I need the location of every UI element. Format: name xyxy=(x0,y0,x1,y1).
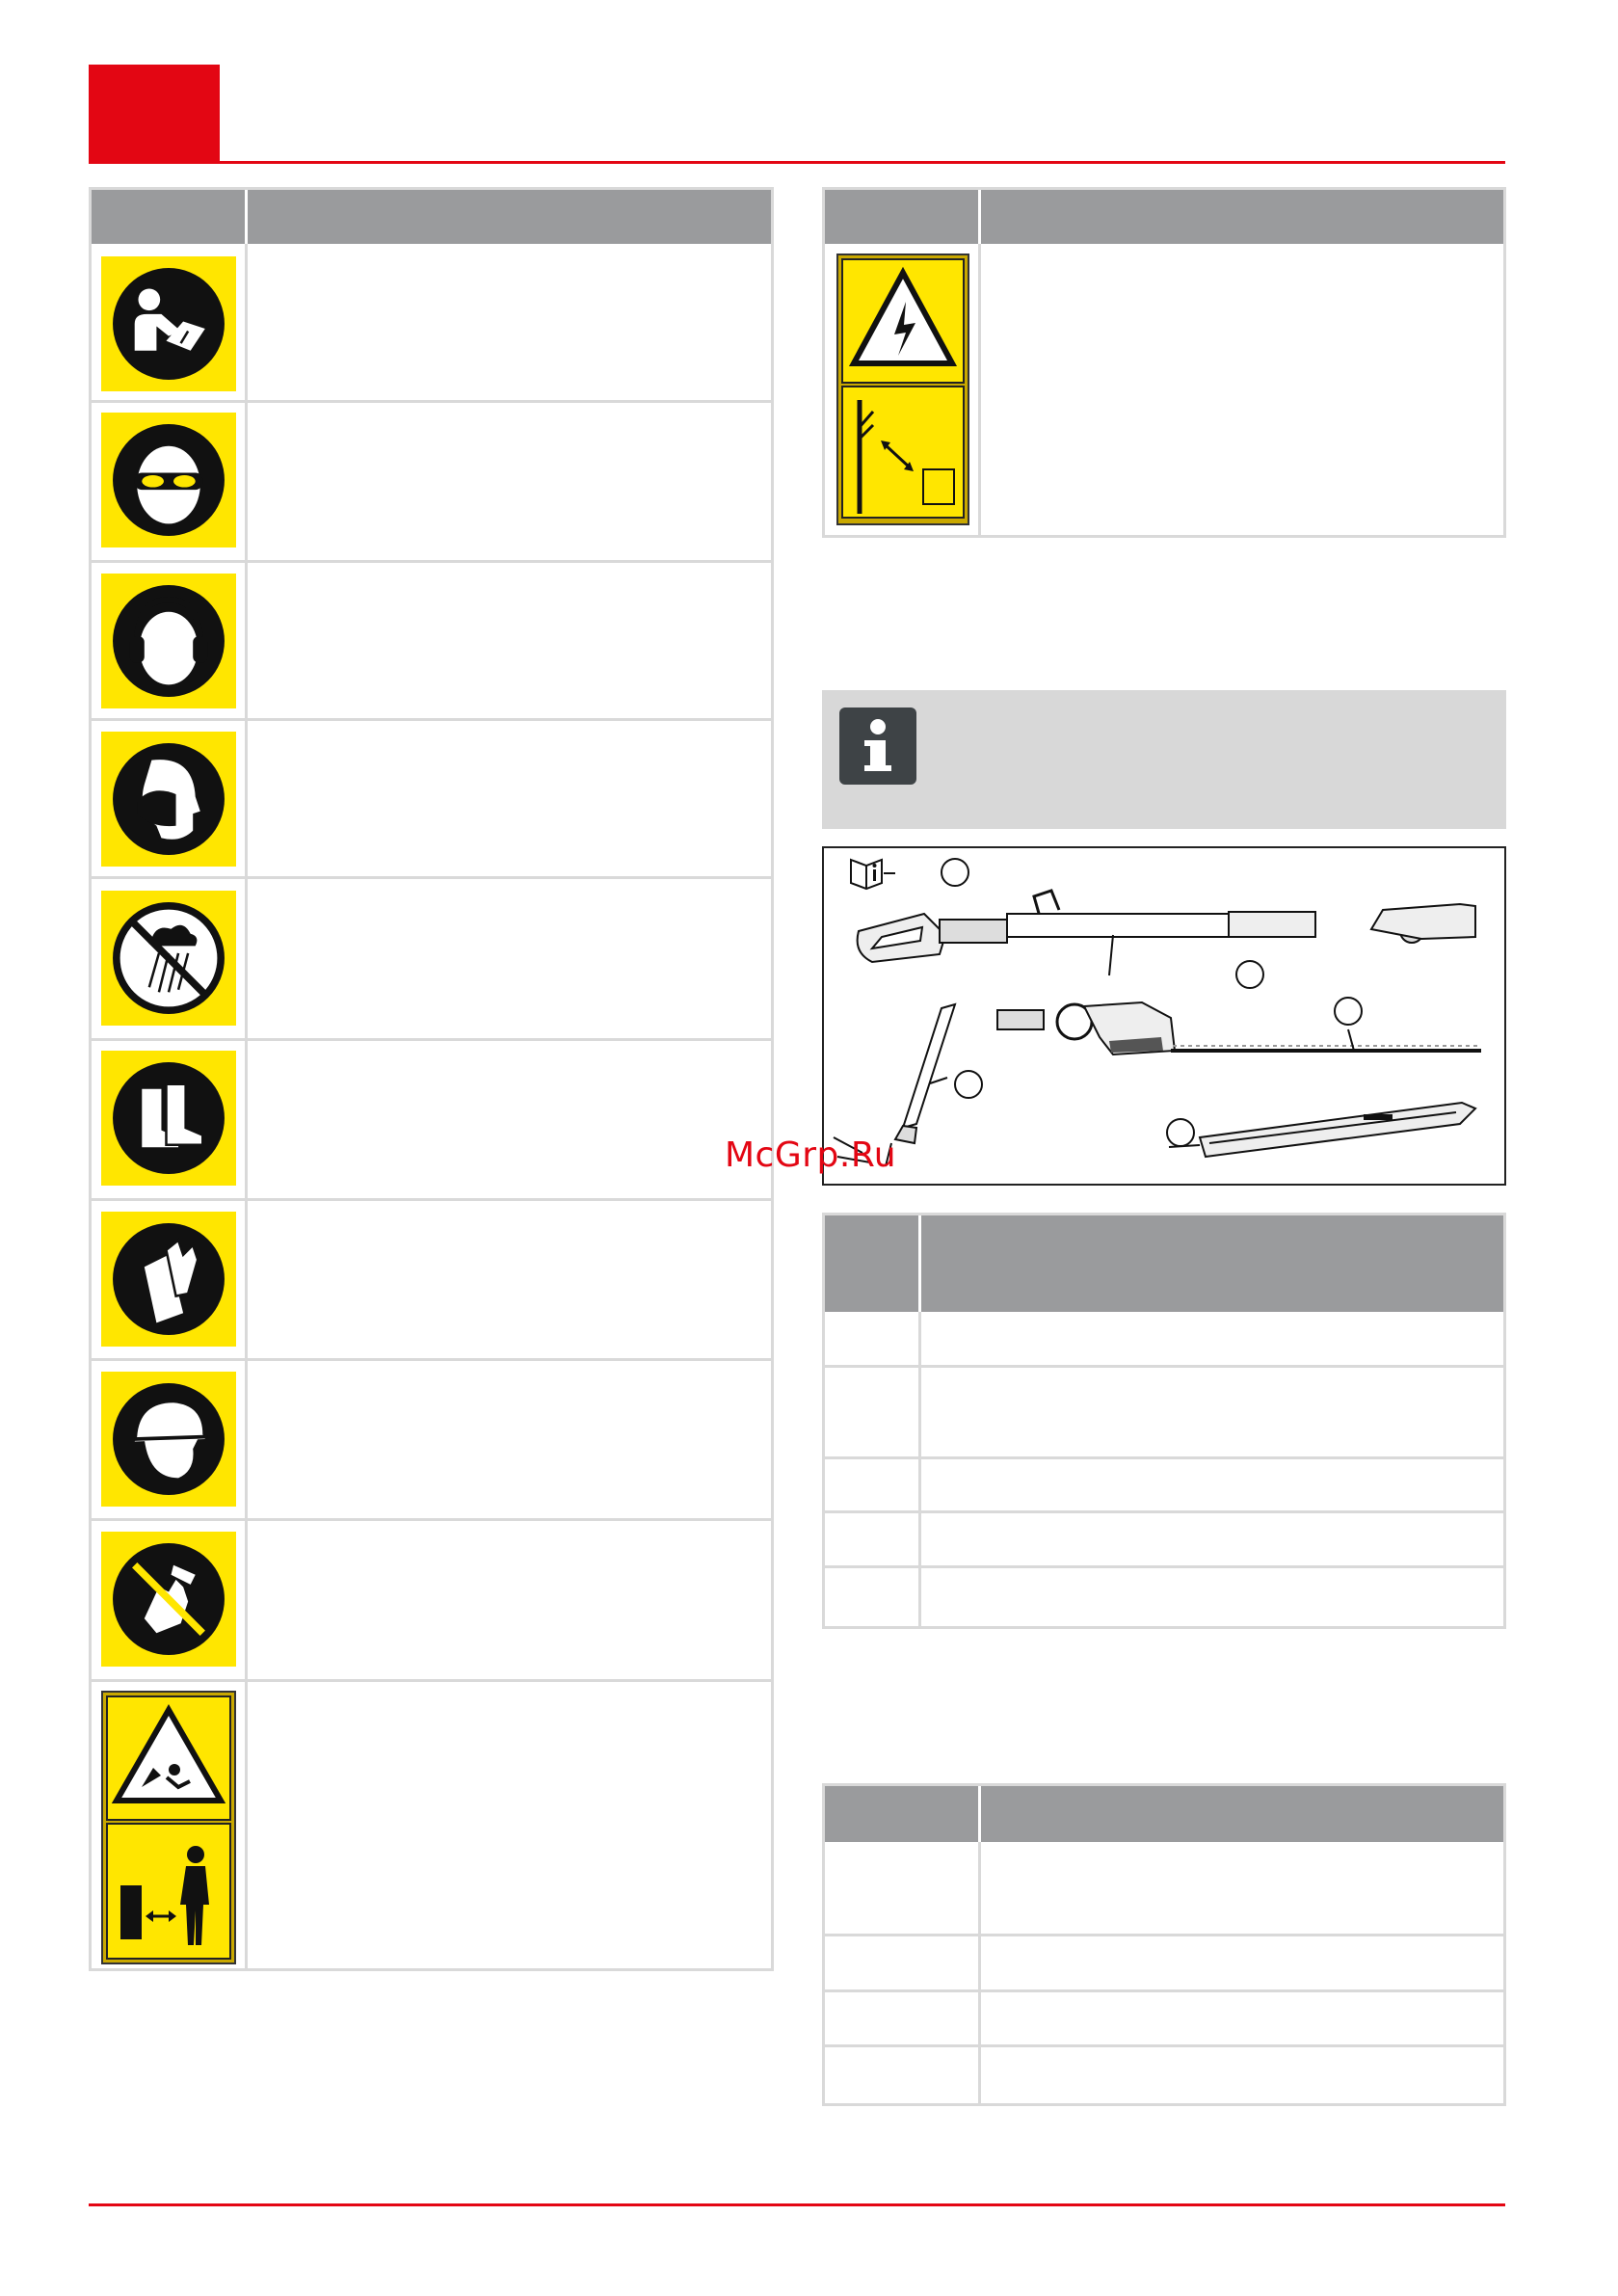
no-touching-blade-icon xyxy=(101,1532,236,1667)
table-header xyxy=(92,190,771,244)
product-diagram xyxy=(822,846,1506,1186)
dust-mask-icon xyxy=(101,732,236,867)
callout-3 xyxy=(1334,997,1363,1026)
callout-1 xyxy=(941,858,969,887)
info-note xyxy=(822,690,1506,829)
callout-4 xyxy=(954,1070,983,1099)
callout-2 xyxy=(1235,960,1264,989)
falling-objects-distance-icon xyxy=(101,1691,236,1964)
read-manual-icon xyxy=(101,256,236,391)
hard-hat-icon xyxy=(101,1372,236,1507)
protective-gloves-icon xyxy=(101,1212,236,1347)
info-icon xyxy=(839,707,916,785)
technical-data-table xyxy=(822,1783,1506,2106)
safety-symbols-table xyxy=(89,187,774,1971)
table-header xyxy=(825,1786,1503,1842)
chapter-marker xyxy=(89,65,220,163)
power-line-table xyxy=(822,187,1506,538)
ear-protection-icon xyxy=(101,574,236,708)
no-rain-icon xyxy=(101,891,236,1026)
callout-5 xyxy=(1166,1118,1195,1147)
table-header xyxy=(825,190,1503,244)
power-line-warning-icon xyxy=(836,254,969,525)
manual-info-icon xyxy=(851,860,895,889)
hedge-trimmer-illustration xyxy=(824,848,1504,1184)
footer-rule xyxy=(89,2203,1505,2206)
eye-protection-icon xyxy=(101,413,236,547)
table-header xyxy=(825,1215,1503,1312)
parts-table xyxy=(822,1213,1506,1629)
safety-boots-icon xyxy=(101,1051,236,1186)
header-rule xyxy=(89,161,1505,164)
watermark: McGrp.Ru xyxy=(725,1135,897,1175)
